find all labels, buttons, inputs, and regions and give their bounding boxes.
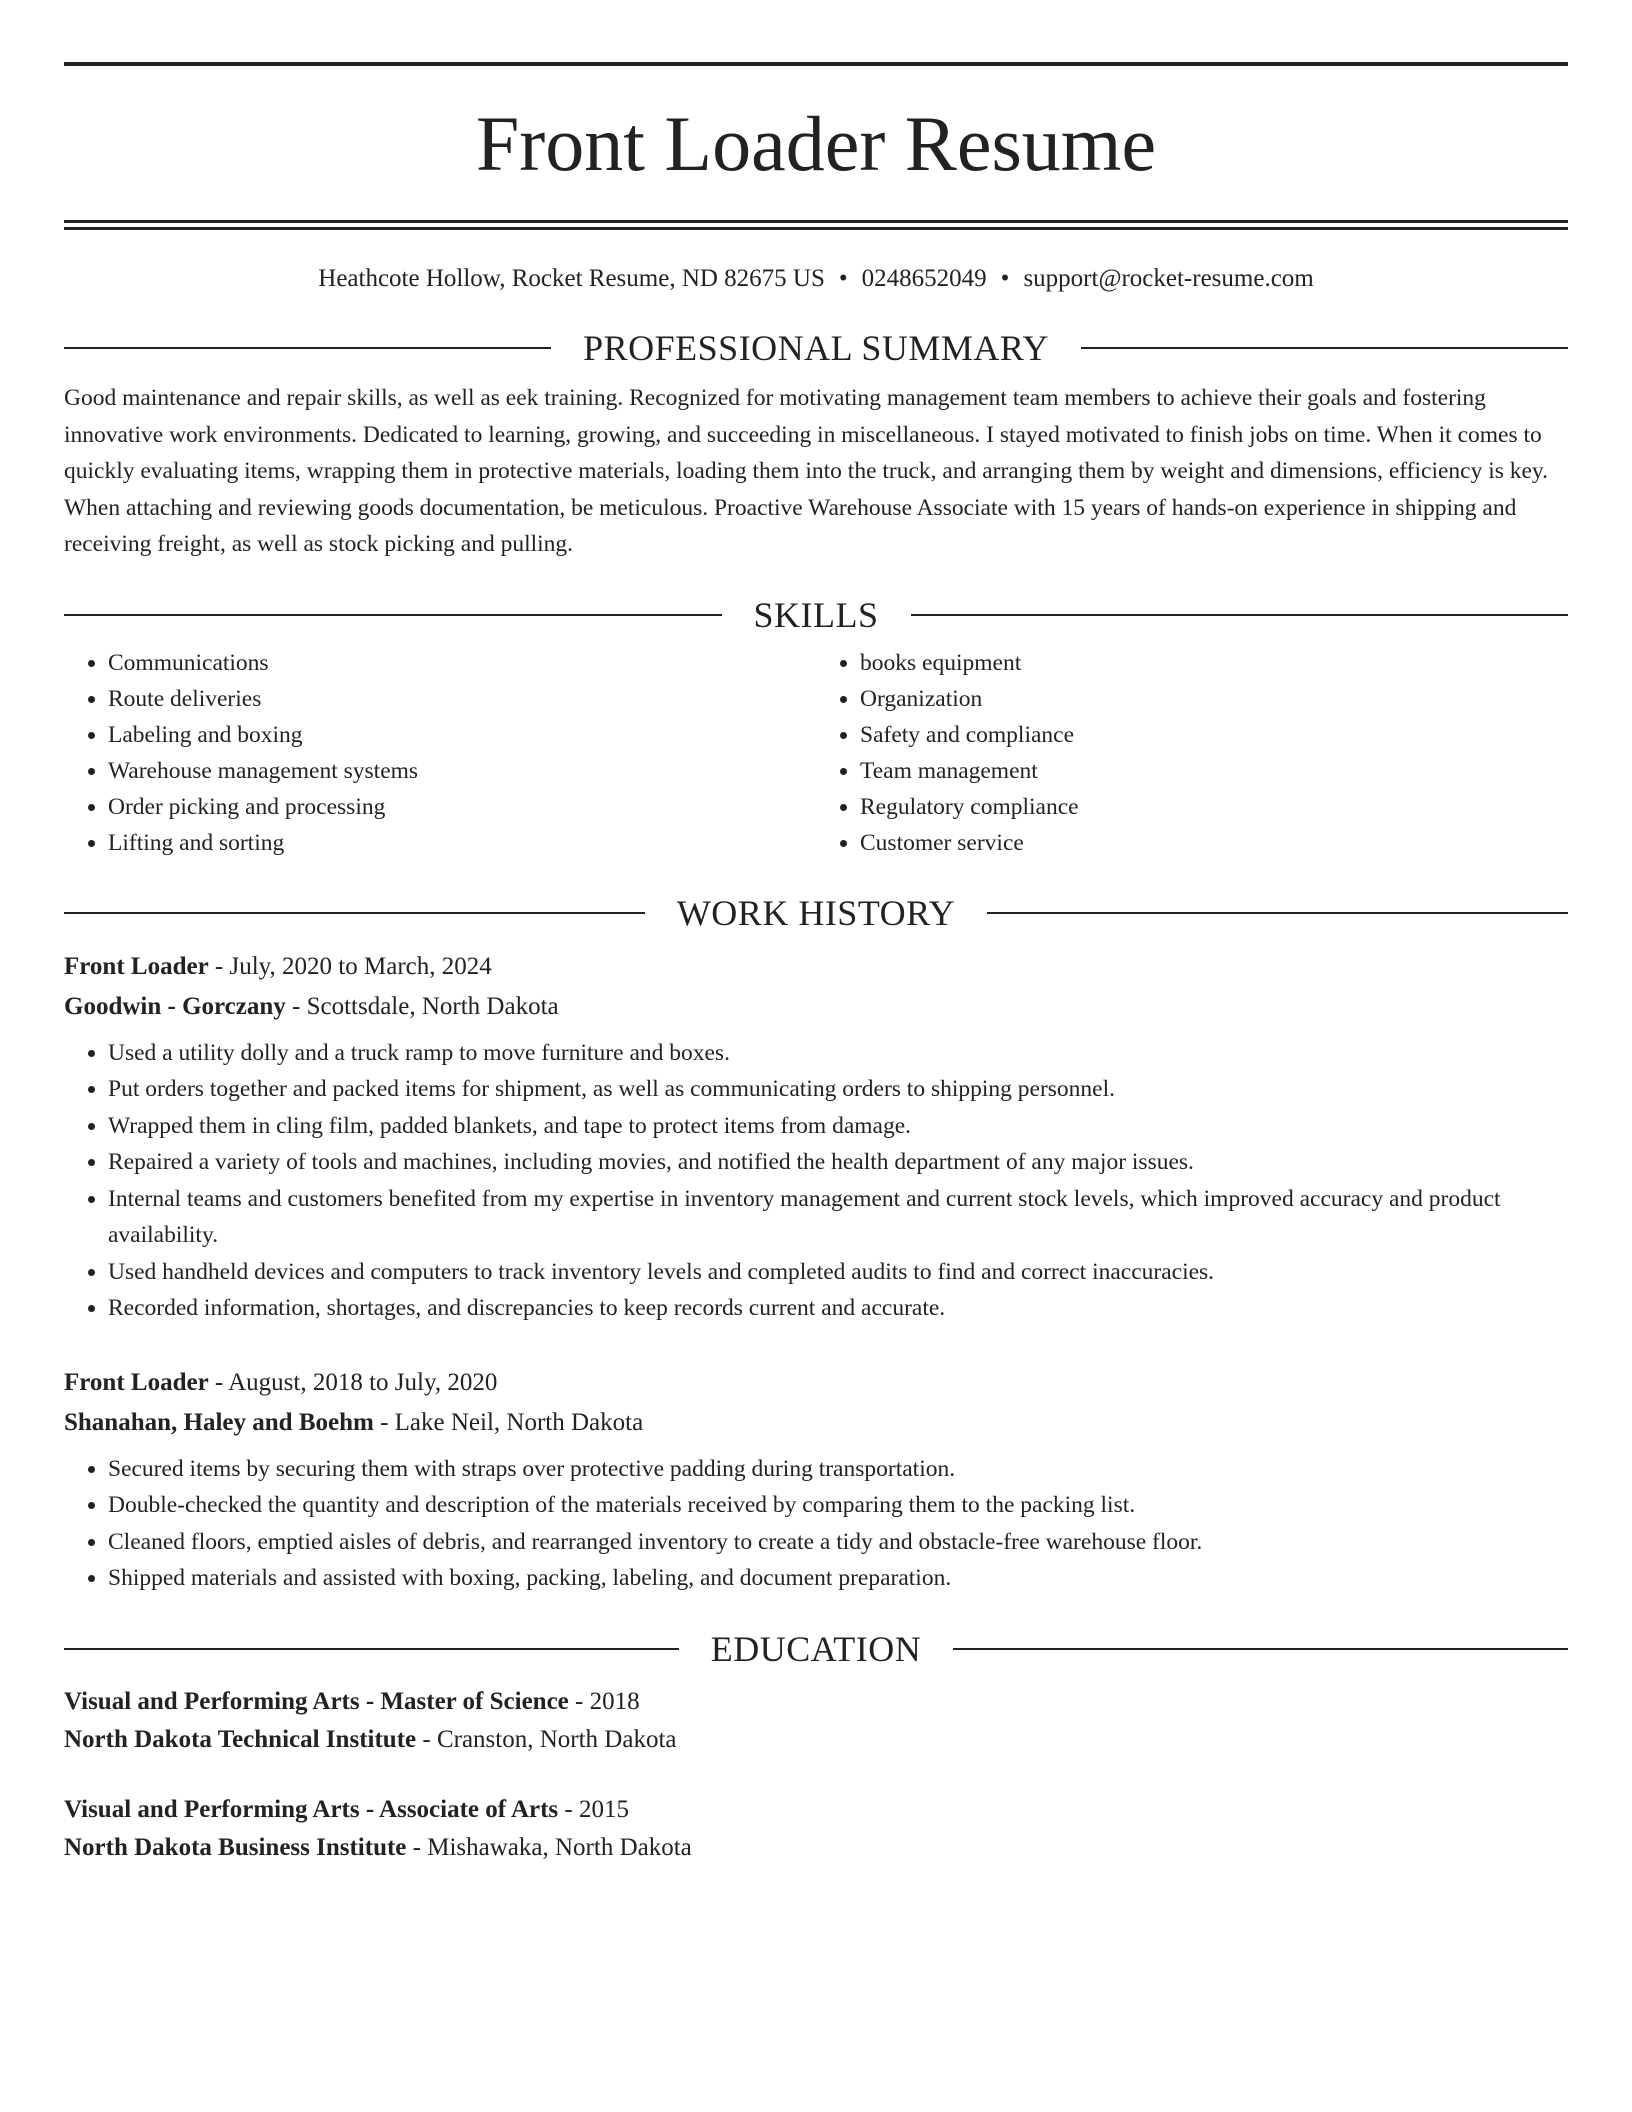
- section-header-education: [64, 1627, 1568, 1671]
- divider-line: [911, 614, 1569, 616]
- skill-item: • books equipment: [860, 645, 1568, 681]
- section-title: WORK HISTORY: [676, 892, 956, 933]
- contact-phone: 0248652049: [861, 265, 987, 292]
- skill-item: • Order picking and processing: [108, 789, 816, 825]
- divider-line: [64, 614, 722, 616]
- divider-line: [64, 1648, 679, 1650]
- divider-line: [64, 347, 551, 349]
- job-duty: • Used a utility dolly and a truck ramp to move furniture and boxes.: [108, 1035, 1568, 1072]
- education-year: - 2018: [568, 1687, 640, 1715]
- education-year: - 2015: [558, 1795, 629, 1823]
- job-dates: - July, 2020 to March, 2024: [208, 952, 492, 980]
- divider-line: [1081, 347, 1568, 349]
- job-title-line: [64, 1363, 1568, 1403]
- job-duty: • Recorded information, shortages, and discrepancies to keep records current and accurate.: [108, 1290, 1568, 1327]
- education-degree: Visual and Performing Arts - Master of Science: [64, 1687, 569, 1715]
- divider-line: [953, 1648, 1568, 1650]
- skill-item: • Safety and compliance: [860, 717, 1568, 753]
- section-title: EDUCATION: [710, 1628, 922, 1669]
- contact-line: [64, 262, 1568, 296]
- job-location: - Scottsdale, North Dakota: [285, 992, 559, 1020]
- education-school: North Dakota Technical Institute: [64, 1725, 417, 1753]
- skills-list: [64, 645, 1568, 861]
- job-duty: • Repaired a variety of tools and machines, including movies, and notified the health department of any major issues.: [108, 1144, 1568, 1181]
- job-title-line: [64, 947, 1568, 987]
- education-school-line: [64, 1721, 1568, 1759]
- education-school-line: [64, 1829, 1568, 1867]
- divider-line: [987, 912, 1568, 914]
- job-company-line: [64, 1403, 1568, 1443]
- contact-separator: •: [838, 265, 848, 292]
- section-header-summary: [64, 326, 1568, 370]
- job-duty: • Wrapped them in cling film, padded blankets, and tape to protect items from damage.: [108, 1108, 1568, 1145]
- section-header-work: [64, 891, 1568, 935]
- job-duty: • Internal teams and customers benefited from my expertise in inventory management and current stock levels, which improved accuracy and product availability.: [108, 1181, 1568, 1254]
- skill-item: • Route deliveries: [108, 681, 816, 717]
- job-entry: [64, 1363, 1568, 1597]
- education-degree-line: [64, 1683, 1568, 1721]
- job-location: - Lake Neil, North Dakota: [373, 1408, 644, 1436]
- top-rule: [64, 62, 1568, 66]
- skill-item: • Lifting and sorting: [108, 825, 816, 861]
- job-title: Front Loader: [64, 952, 209, 980]
- skill-item: • Regulatory compliance: [860, 789, 1568, 825]
- skills-column-left: [64, 645, 816, 861]
- contact-separator: •: [1000, 265, 1010, 292]
- job-duty: • Put orders together and packed items for shipment, as well as communicating orders to shipping personnel.: [108, 1071, 1568, 1108]
- skill-item: • Team management: [860, 753, 1568, 789]
- job-duties: [64, 1035, 1568, 1327]
- education-entry: [64, 1791, 1568, 1867]
- summary-text: Good maintenance and repair skills, as well as eek training. Recognized for motivating management team members to achieve their goals and fostering innovative work environments. Dedicated to learning, growing, and succeeding in miscellaneous. I stayed motivated to finish jobs on time. When it comes to quickly evaluating items, wrapping them in protective materials, loading them into the truck, and arranging them by weight and dimensions, efficiency is key. When attaching and reviewing goods documentation, be meticulous. Proactive Warehouse Associate with 15 years of hands-on experience in shipping and receiving freight, as well as stock picking and pulling.: [64, 385, 1549, 557]
- section-header-skills: [64, 593, 1568, 637]
- job-title: Front Loader: [64, 1368, 209, 1396]
- divider-line: [64, 912, 645, 914]
- skills-column-right: [816, 645, 1568, 861]
- job-company: Goodwin - Gorczany: [64, 992, 286, 1020]
- section-title: PROFESSIONAL SUMMARY: [583, 328, 1049, 368]
- job-entry: [64, 947, 1568, 1327]
- title-double-rule: [64, 220, 1568, 230]
- contact-email: support@rocket-resume.com: [1023, 265, 1314, 292]
- job-duty: • Shipped materials and assisted with boxing, packing, labeling, and document preparation.: [108, 1560, 1568, 1597]
- job-duties: [64, 1451, 1568, 1597]
- job-duty: • Secured items by securing them with straps over protective padding during transportation.: [108, 1451, 1568, 1488]
- skill-item: • Organization: [860, 681, 1568, 717]
- education-entry: [64, 1683, 1568, 1759]
- job-company-line: [64, 987, 1568, 1027]
- education-location: - Mishawaka, North Dakota: [406, 1833, 692, 1861]
- job-dates: - August, 2018 to July, 2020: [208, 1368, 498, 1396]
- contact-address: Heathcote Hollow, Rocket Resume, ND 82675 US: [318, 265, 825, 292]
- skill-item: • Labeling and boxing: [108, 717, 816, 753]
- education-location: - Cranston, North Dakota: [416, 1725, 677, 1753]
- skill-item: • Communications: [108, 645, 816, 681]
- education-degree: Visual and Performing Arts - Associate of Arts: [64, 1795, 559, 1823]
- skill-item: • Customer service: [860, 825, 1568, 861]
- education-degree-line: [64, 1791, 1568, 1829]
- section-title: SKILLS: [753, 594, 879, 635]
- page-title: Front Loader Resume: [475, 100, 1157, 187]
- job-company: Shanahan, Haley and Boehm: [64, 1408, 374, 1436]
- skill-item: • Warehouse management systems: [108, 753, 816, 789]
- education-school: North Dakota Business Institute: [64, 1833, 407, 1861]
- job-duty: • Cleaned floors, emptied aisles of debris, and rearranged inventory to create a tidy and obstacle-free warehouse floor.: [108, 1524, 1568, 1561]
- job-duty: • Double-checked the quantity and description of the materials received by comparing them to the packing list.: [108, 1487, 1568, 1524]
- job-duty: • Used handheld devices and computers to track inventory levels and completed audits to find and correct inaccuracies.: [108, 1254, 1568, 1291]
